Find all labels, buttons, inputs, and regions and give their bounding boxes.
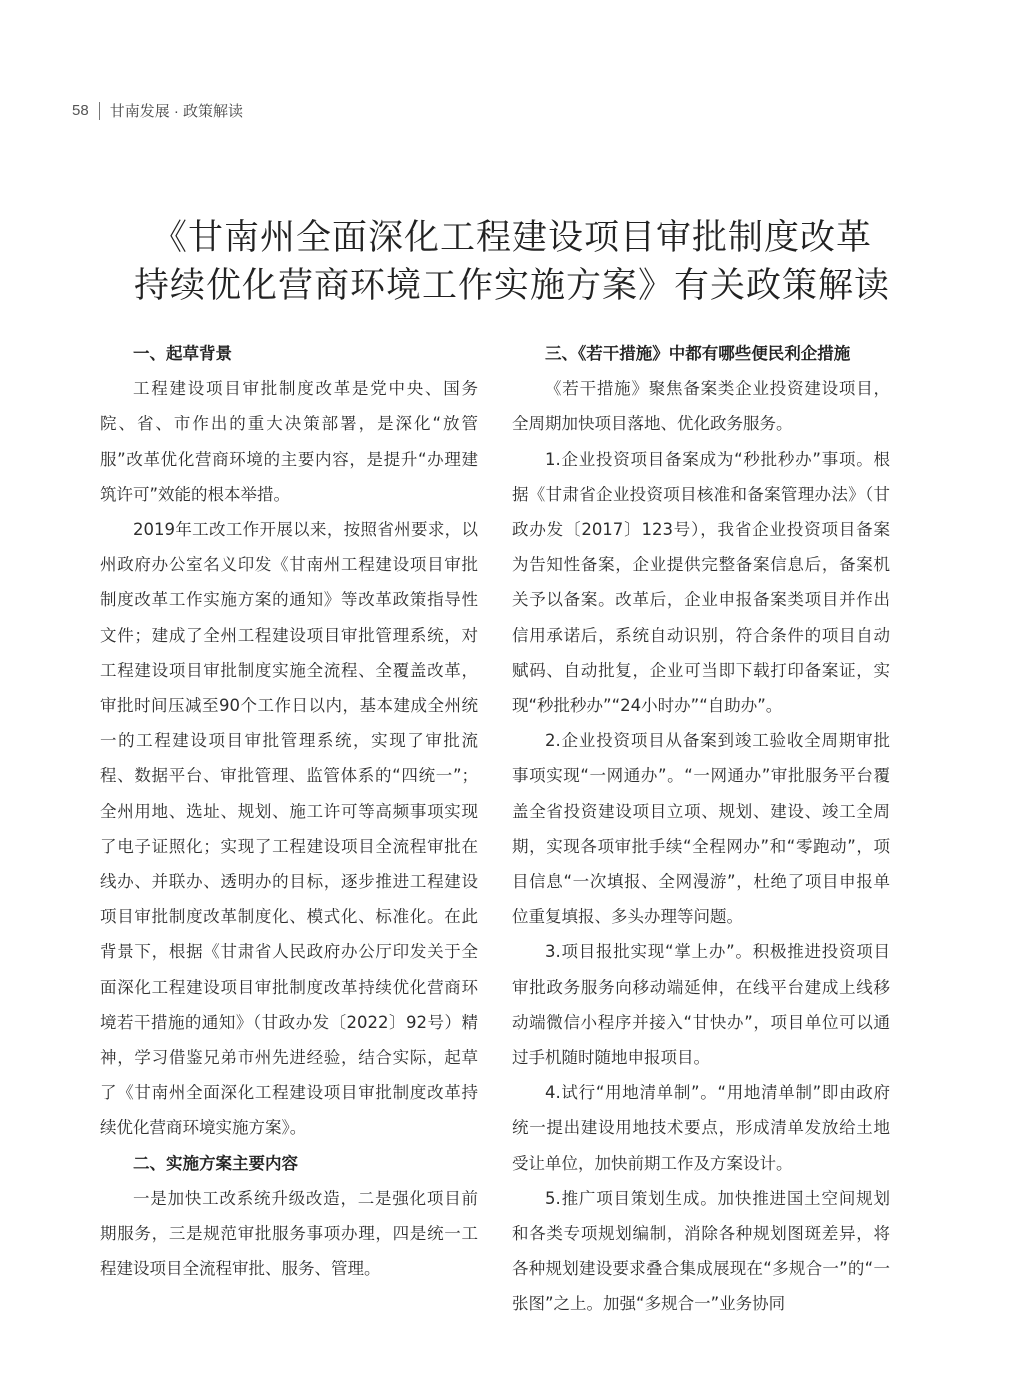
section-heading-main-content: 二、实施方案主要内容 xyxy=(133,1153,298,1173)
paragraph: 1.企业投资项目备案成为“秒批秒办”事项。根据《甘肃省企业投资项目核准和备案管理办法》（甘政办发〔2017〕123号），我省企业投资项目备案为告知性备案，企业提供完整备案信息后，备案机关予以备案。改革后，企业申报备案类项目并作出信用承诺后，系统自动识别，符合条件的项目自动赋码、自动批复，企业可当即下载打印备案证，实现“秒批秒办”“24小时办”“自助办”。 xyxy=(512,449,890,716)
article-title-line-1: 《甘南州全面深化工程建设项目审批制度改革 xyxy=(151,218,872,258)
section-name: 甘南发展 · 政策解读 xyxy=(109,103,244,120)
section-heading-measures: 三、《若干措施》中都有哪些便民利企措施 xyxy=(545,344,851,363)
paragraph: 3.项目报批实现“掌上办”。积极推进投资项目审批政务服务向移动端延伸，在线平台建成上线移动端微信小程序并接入“甘快办”，项目单位可以通过手机随时随地申报项目。 xyxy=(512,942,890,1068)
right-column xyxy=(512,336,890,1322)
paragraph: 2.企业投资项目从备案到竣工验收全周期审批事项实现“一网通办”。“一网通办”审批服务平台覆盖全省投资建设项目立项、规划、建设、竣工全周期，实现各项审批手续“全程网办”和“零跑动”，项目信息“一次填报、全网漫游”，杜绝了项目申报单位重复填报、多头办理等问题。 xyxy=(512,731,890,927)
paragraph: 工程建设项目审批制度改革是党中央、国务院、省、市作出的重大决策部署，是深化“放管服”改革优化营商环境的主要内容，是提升“办理建筑许可”效能的根本举措。 xyxy=(100,379,478,504)
left-column xyxy=(100,336,478,1286)
paragraph: 5.推广项目策划生成。加快推进国土空间规划和各类专项规划编制，消除各种规划图斑差异，将各种规划建设要求叠合集成展现在“多规合一”的“一张图”之上。加强“多规合一”业务协同 xyxy=(512,1188,890,1314)
paragraph: 《若干措施》聚焦备案类企业投资建设项目，全周期加快项目落地、优化政务服务。 xyxy=(512,379,890,434)
paragraph: 2019年工改工作开展以来，按照省州要求，以州政府办公室名义印发《甘南州工程建设项目审批制度改革工作实施方案的通知》等改革政策指导性文件；建成了全州工程建设项目审批管理系统，对工程建设项目审批制度实施全流程、全覆盖改革，审批时间压减至90个工作日以内，基本建成全州统一的工程建设项目审批管理系统，实现了审批流程、数据平台、审批管理、监管体系的“四统一”；全州用地、选址、规划、施工许可等高频事项实现了电子证照化；实现了工程建设项目全流程审批在线办、并联办、透明办的目标，逐步推进工程建设项目审批制度改革制度化、模式化、标准化。在此背景下，根据《甘肃省人民政府办公厅印发关于全面深化工程建设项目审批制度改革持续优化营商环境若干措施的通知》（甘政办发〔2022〕92号）精神，学习借鉴兄弟市州先进经验，结合实际，起草了《甘南州全面深化工程建设项目审批制度改革持续优化营商环境实施方案》。 xyxy=(100,520,478,1138)
running-header xyxy=(72,100,243,121)
article-title-line-2: 持续优化营商环境工作实施方案》有关政策解读 xyxy=(133,266,890,306)
section-heading-background: 一、起草背景 xyxy=(133,344,232,363)
header-divider xyxy=(99,102,100,120)
article-title xyxy=(0,214,1024,310)
paragraph: 一是加快工改系统升级改造，二是强化项目前期服务，三是规范审批服务事项办理，四是统一工程建设项目全流程审批、服务、管理。 xyxy=(100,1188,478,1279)
page-number: 58 xyxy=(72,102,89,119)
paragraph: 4.试行“用地清单制”。“用地清单制”即由政府统一提出建设用地技术要点，形成清单发放给土地受让单位，加快前期工作及方案设计。 xyxy=(512,1083,890,1173)
